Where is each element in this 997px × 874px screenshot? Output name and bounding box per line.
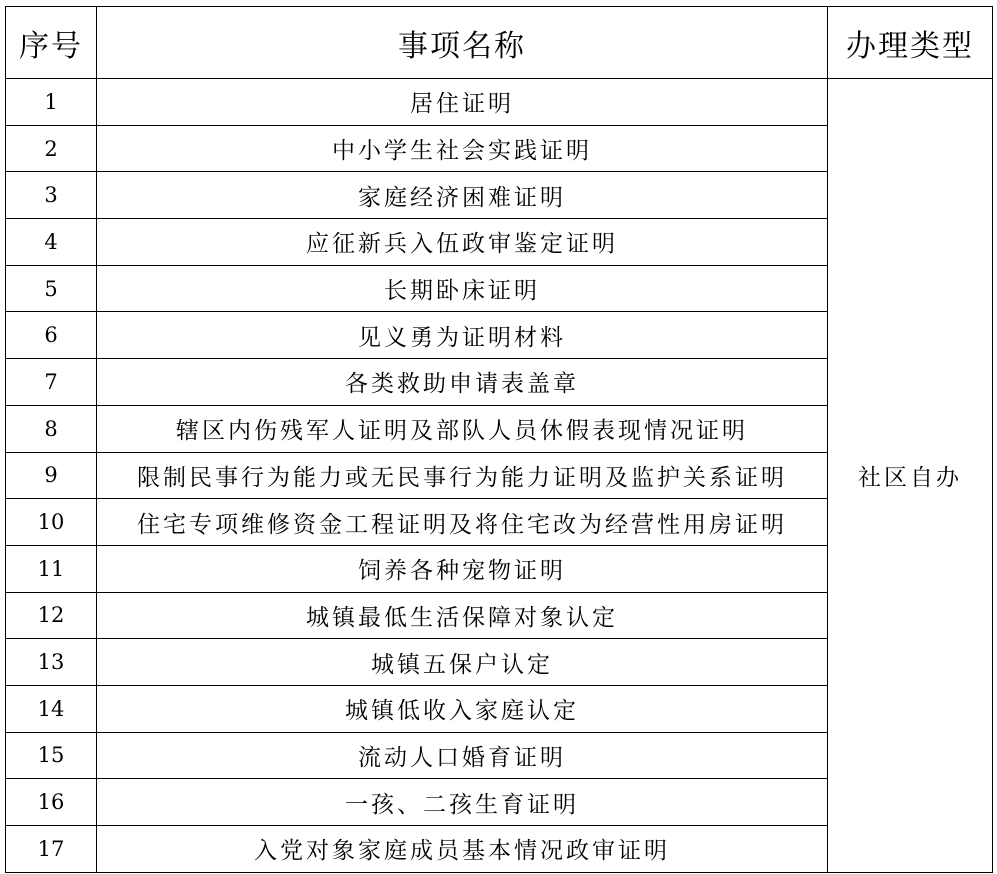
row-item-name: 长期卧床证明 <box>97 265 828 312</box>
row-number: 15 <box>6 732 97 779</box>
row-item-name: 城镇低收入家庭认定 <box>97 685 828 732</box>
row-number: 11 <box>6 545 97 592</box>
row-item-name: 饲养各种宠物证明 <box>97 545 828 592</box>
header-number: 序号 <box>6 7 97 79</box>
row-item-name: 城镇五保户认定 <box>97 639 828 686</box>
row-number: 16 <box>6 779 97 826</box>
row-item-name: 流动人口婚育证明 <box>97 732 828 779</box>
row-item-name: 一孩、二孩生育证明 <box>97 779 828 826</box>
row-number: 17 <box>6 826 97 873</box>
header-item-name: 事项名称 <box>97 7 828 79</box>
row-number: 8 <box>6 405 97 452</box>
service-items-table <box>5 6 993 873</box>
row-number: 9 <box>6 452 97 499</box>
table-row <box>6 79 993 126</box>
row-number: 12 <box>6 592 97 639</box>
header-handling-type: 办理类型 <box>828 7 993 79</box>
table-header-row <box>6 7 993 79</box>
row-item-name: 应征新兵入伍政审鉴定证明 <box>97 219 828 266</box>
handling-type-cell: 社区自办 <box>828 79 993 873</box>
row-number: 5 <box>6 265 97 312</box>
row-item-name: 入党对象家庭成员基本情况政审证明 <box>97 826 828 873</box>
row-item-name: 各类救助申请表盖章 <box>97 359 828 406</box>
row-number: 6 <box>6 312 97 359</box>
row-item-name: 辖区内伤残军人证明及部队人员休假表现情况证明 <box>97 405 828 452</box>
table-body <box>6 79 993 873</box>
row-item-name: 城镇最低生活保障对象认定 <box>97 592 828 639</box>
row-item-name: 见义勇为证明材料 <box>97 312 828 359</box>
row-item-name: 限制民事行为能力或无民事行为能力证明及监护关系证明 <box>97 452 828 499</box>
row-number: 14 <box>6 685 97 732</box>
row-number: 4 <box>6 219 97 266</box>
row-item-name: 中小学生社会实践证明 <box>97 125 828 172</box>
row-number: 2 <box>6 125 97 172</box>
row-number: 3 <box>6 172 97 219</box>
row-number: 13 <box>6 639 97 686</box>
row-number: 1 <box>6 79 97 126</box>
row-item-name: 住宅专项维修资金工程证明及将住宅改为经营性用房证明 <box>97 499 828 546</box>
row-item-name: 家庭经济困难证明 <box>97 172 828 219</box>
row-number: 10 <box>6 499 97 546</box>
row-item-name: 居住证明 <box>97 79 828 126</box>
row-number: 7 <box>6 359 97 406</box>
